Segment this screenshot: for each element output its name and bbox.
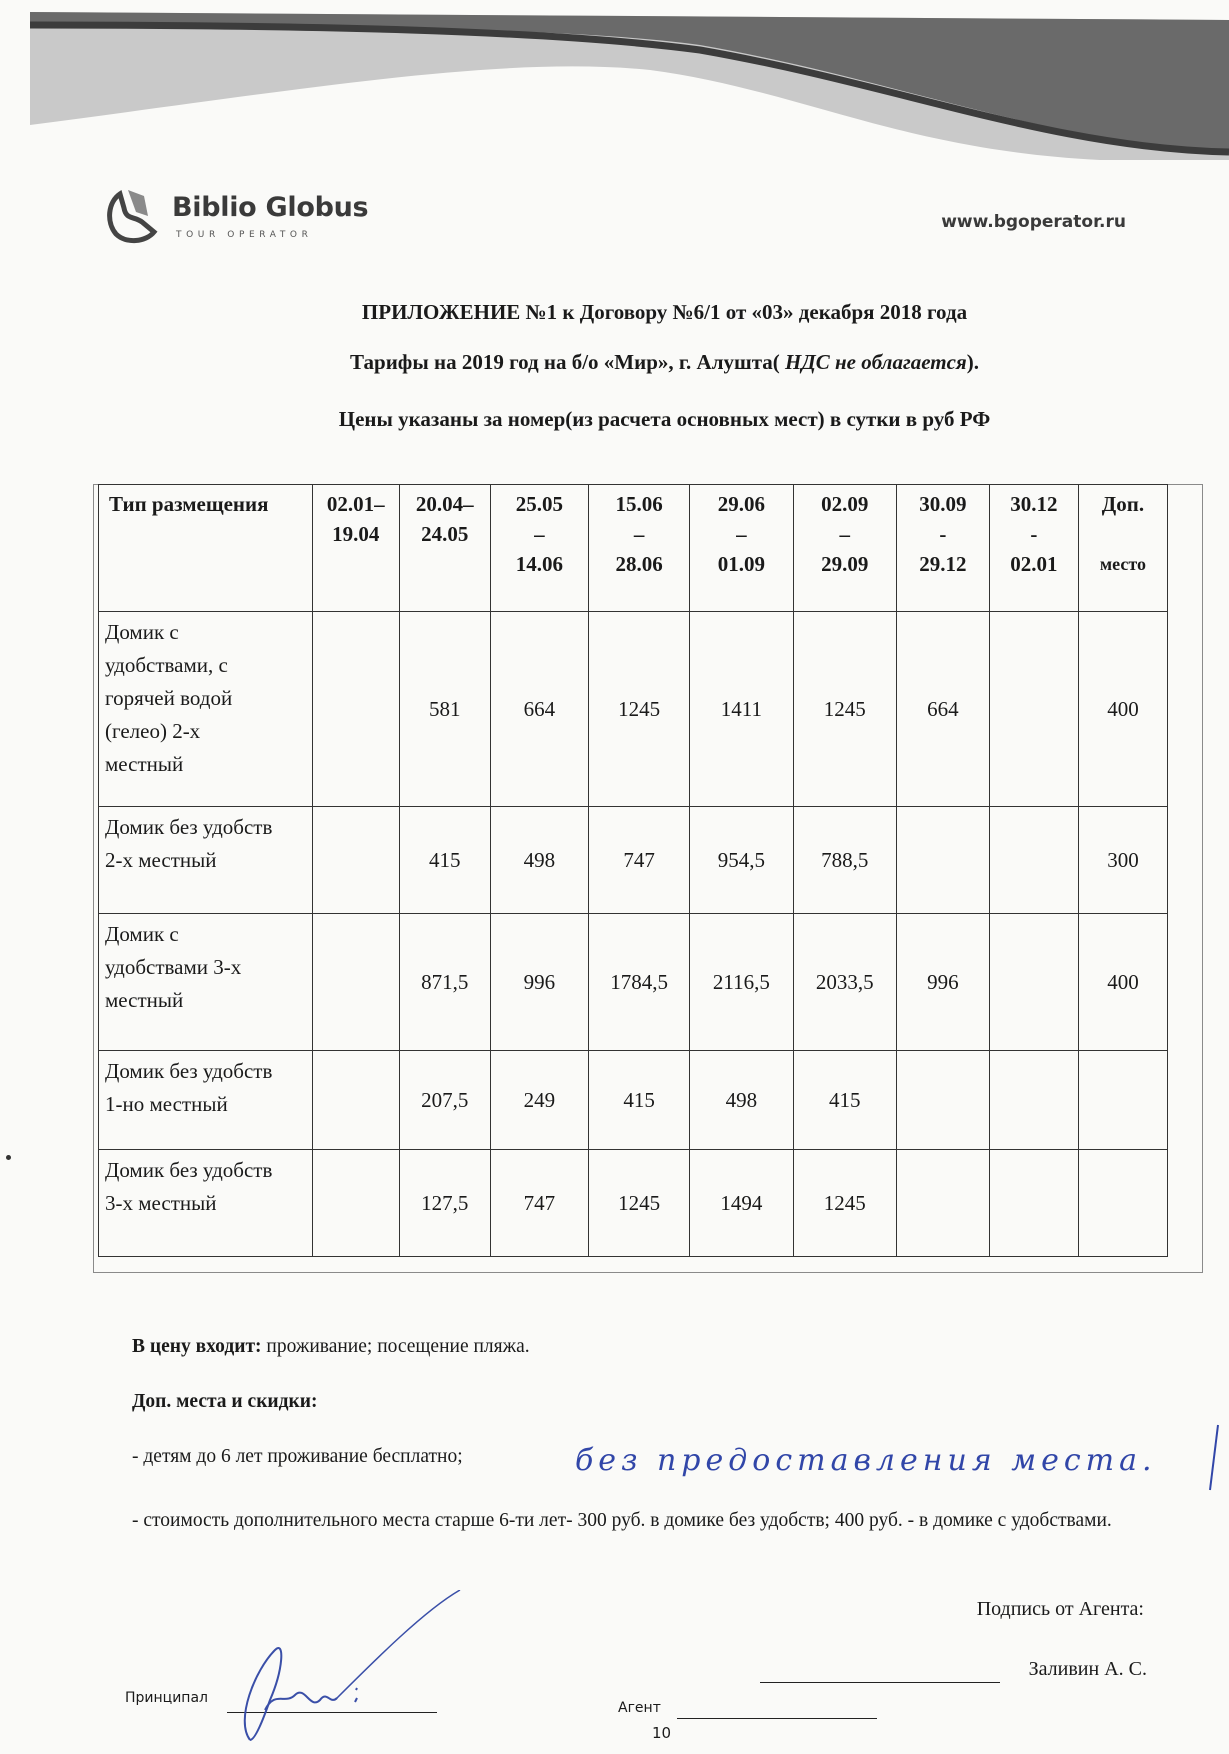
column-header-line: 29.09	[821, 552, 869, 576]
table-row	[99, 1150, 1168, 1257]
extra-places-heading	[132, 1391, 318, 1413]
price-cell	[1078, 1051, 1167, 1150]
price-cell: 1245	[793, 1150, 896, 1257]
price-cell	[312, 807, 399, 914]
vat-note: НДС не облагается	[779, 350, 967, 374]
column-header-line: -	[939, 522, 947, 546]
column-header-line: 25.05	[515, 492, 563, 516]
price-cell	[896, 1051, 989, 1150]
extra-cost-note: - стоимость дополнительного места старше 6-ти лет- 300 руб. в домике без удобств; 400 руб. - в домике с удобствами.	[132, 1510, 1112, 1531]
column-header-line	[109, 519, 312, 549]
price-cell	[896, 807, 989, 914]
price-cell: 664	[490, 612, 588, 807]
agent-label: Агент	[618, 1700, 661, 1716]
price-note: Цены указаны за номер(из расчета основных мест) в сутки в руб РФ	[338, 407, 991, 431]
logo-subtitle: TOUR OPERATOR	[176, 230, 313, 240]
price-cell	[989, 807, 1078, 914]
accommodation-type-line: удобствами, с	[105, 653, 228, 677]
tariff-subtitle-end: ).	[966, 350, 979, 374]
column-header-line	[1079, 519, 1167, 549]
column-header-line	[313, 549, 399, 579]
accommodation-type-line: местный	[105, 988, 184, 1012]
column-header-line: 29.12	[919, 552, 967, 576]
column-header-line: 30.12	[1010, 492, 1058, 516]
price-cell	[312, 1051, 399, 1150]
column-header-line: Доп.	[1101, 492, 1145, 516]
accommodation-type-line: горячей водой	[105, 686, 233, 710]
tariff-table	[98, 484, 1168, 1257]
column-header	[793, 485, 896, 612]
column-header	[989, 485, 1078, 612]
column-header	[399, 485, 490, 612]
column-header	[99, 485, 313, 612]
column-header	[588, 485, 689, 612]
column-header-line: 30.09	[919, 492, 967, 516]
price-cell: 400	[1078, 914, 1167, 1051]
column-header-line: 02.01–	[326, 492, 385, 516]
price-cell: 127,5	[399, 1150, 490, 1257]
table-row	[99, 612, 1168, 807]
table-row	[99, 807, 1168, 914]
website-link[interactable]: www.bgoperator.ru	[941, 212, 1126, 232]
column-header	[312, 485, 399, 612]
column-header-line: 20.04–	[415, 492, 474, 516]
logo-name: Biblio Globus	[172, 192, 369, 223]
price-cell: 498	[690, 1051, 793, 1150]
accommodation-type-line: Домик без удобств	[105, 1158, 273, 1182]
column-header-line: -	[1030, 522, 1038, 546]
scan-speck	[6, 1155, 11, 1160]
price-cell	[989, 612, 1078, 807]
price-cell: 207,5	[399, 1051, 490, 1150]
column-header-line: место	[1099, 554, 1146, 574]
agent-signature-line	[760, 1682, 1000, 1683]
price-cell: 996	[490, 914, 588, 1051]
price-cell: 871,5	[399, 914, 490, 1051]
column-header-line: 01.09	[717, 552, 766, 576]
price-cell: 788,5	[793, 807, 896, 914]
biblio-globus-logo-icon	[104, 186, 164, 246]
header-wave-banner	[0, 0, 1229, 160]
agent-signature-label: Подпись от Агента:	[976, 1598, 1144, 1620]
price-cell: 1245	[793, 612, 896, 807]
column-header-line: 15.06	[615, 492, 663, 516]
column-header-line: –	[736, 522, 747, 546]
agent-line	[677, 1718, 877, 1719]
price-cell: 954,5	[690, 807, 793, 914]
table-row	[99, 914, 1168, 1051]
price-cell: 249	[490, 1051, 588, 1150]
price-cell: 2033,5	[793, 914, 896, 1051]
column-header-line: Тип размещения	[109, 492, 269, 516]
price-cell: 664	[896, 612, 989, 807]
column-header-line: 02.09	[821, 492, 869, 516]
accommodation-type-line: 3-х местный	[105, 1191, 217, 1215]
price-cell: 1411	[690, 612, 793, 807]
price-cell: 1245	[588, 1150, 689, 1257]
price-cell: 415	[793, 1051, 896, 1150]
price-cell	[989, 1051, 1078, 1150]
page-number: 10	[652, 1724, 672, 1742]
column-header-line: 14.06	[515, 552, 563, 576]
price-cell: 415	[588, 1051, 689, 1150]
accommodation-type	[99, 914, 313, 1051]
accommodation-type-line: 1-но местный	[105, 1092, 228, 1116]
price-cell: 300	[1078, 807, 1167, 914]
accommodation-type	[99, 1051, 313, 1150]
accommodation-type-line: удобствами 3-х	[105, 955, 242, 979]
price-cell	[989, 1150, 1078, 1257]
accommodation-type-line: Домик без удобств	[105, 815, 273, 839]
accommodation-type-line: (гелео) 2-х	[105, 719, 201, 743]
column-header	[490, 485, 588, 612]
accommodation-type-line: Домик без удобств	[105, 1059, 273, 1083]
column-header-line	[400, 549, 490, 579]
agent-name: Заливин А. С.	[1028, 1658, 1147, 1680]
column-header-line: 29.06	[717, 492, 766, 516]
price-cell	[312, 1150, 399, 1257]
price-cell	[312, 914, 399, 1051]
price-cell: 415	[399, 807, 490, 914]
price-cell: 498	[490, 807, 588, 914]
accommodation-type	[99, 612, 313, 807]
column-header-line	[109, 549, 312, 579]
price-cell: 400	[1078, 612, 1167, 807]
principal-handwritten-signature	[215, 1590, 515, 1754]
table-header-row	[99, 485, 1168, 612]
accommodation-type-line: 2-х местный	[105, 848, 217, 872]
principal-label: Принципал	[125, 1690, 208, 1706]
price-cell: 2116,5	[690, 914, 793, 1051]
price-cell	[989, 914, 1078, 1051]
column-header-line: 28.06	[615, 552, 663, 576]
accommodation-type	[99, 1150, 313, 1257]
price-cell: 1494	[690, 1150, 793, 1257]
included-note	[132, 1336, 530, 1358]
price-cell	[312, 612, 399, 807]
price-cell: 747	[588, 807, 689, 914]
handwritten-annotation	[575, 1420, 1229, 1500]
tariff-subtitle	[0, 350, 1229, 375]
price-cell	[1078, 1150, 1167, 1257]
accommodation-type-line: Домик с	[105, 620, 179, 644]
column-header	[1078, 485, 1167, 612]
accommodation-type-line: Домик с	[105, 922, 179, 946]
document-title: ПРИЛОЖЕНИЕ №1 к Договору №6/1 от «03» декабря 2018 года	[361, 300, 968, 324]
tariff-subtitle-main: Тарифы на 2019 год на б/о «Мир», г. Алушта(	[350, 350, 780, 374]
included-text: проживание; посещение пляжа.	[261, 1336, 530, 1357]
column-header-line: –	[633, 522, 645, 546]
extra-places-label: Доп. места и скидки:	[132, 1391, 318, 1412]
price-cell: 581	[399, 612, 490, 807]
column-header-line: 19.04	[332, 522, 380, 546]
price-cell: 747	[490, 1150, 588, 1257]
column-header-line: –	[839, 522, 850, 546]
handwritten-text: без предоставления места.	[575, 1443, 1157, 1478]
column-header	[690, 485, 793, 612]
column-header	[896, 485, 989, 612]
table-row	[99, 1051, 1168, 1150]
price-cell	[896, 1150, 989, 1257]
column-header-line: 24.05	[421, 522, 469, 546]
company-logo	[104, 186, 404, 250]
price-cell: 996	[896, 914, 989, 1051]
included-label: В цену входит:	[132, 1336, 262, 1357]
price-cell: 1245	[588, 612, 689, 807]
column-header-line: –	[534, 522, 545, 546]
price-cell: 1784,5	[588, 914, 689, 1051]
column-header-line: 02.01	[1010, 552, 1058, 576]
accommodation-type	[99, 807, 313, 914]
children-note: - детям до 6 лет проживание бесплатно;	[132, 1446, 463, 1467]
accommodation-type-line: местный	[105, 752, 184, 776]
